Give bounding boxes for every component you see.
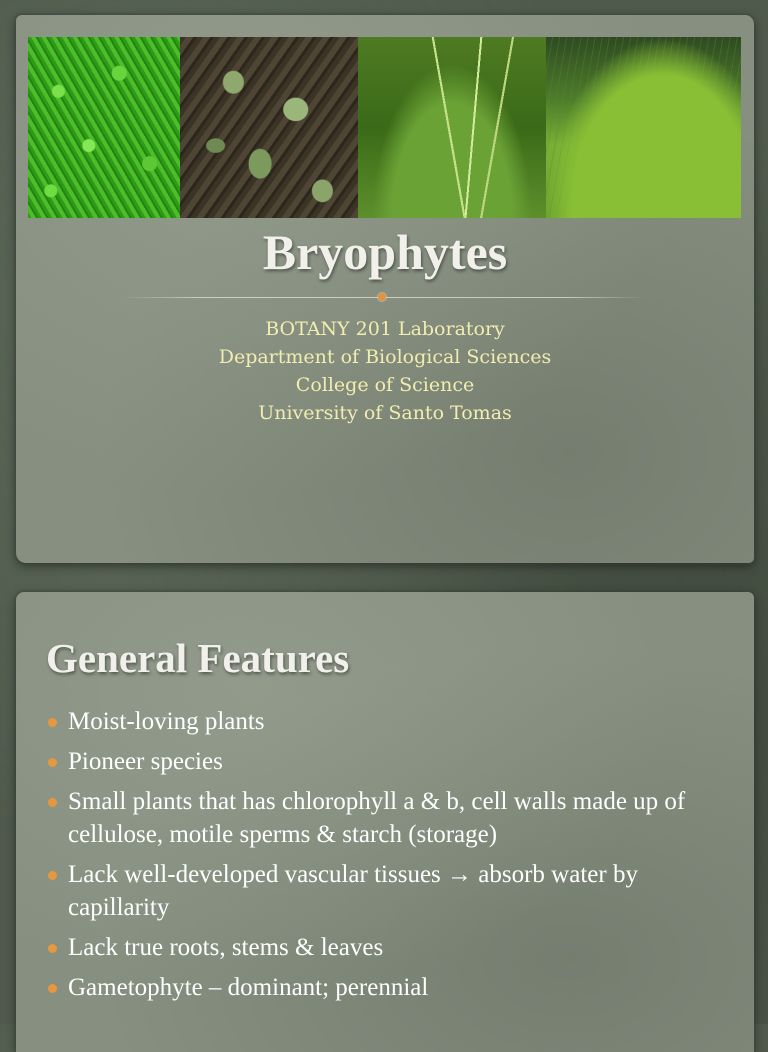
bullet-text: Pioneer species [68,748,223,775]
bullet-text: Moist-loving plants [68,708,265,735]
bullet-list [46,705,736,1011]
slide-title: Bryophytes [262,224,508,280]
bullet-item [46,705,736,738]
subtitle-line: Department of Biological Sciences [218,346,552,368]
subtitle-line: University of Santo Tomas [258,402,512,424]
title-slide [16,15,754,563]
bullet-item [46,745,736,778]
bullet-text: Small plants that has chlorophyll a & b, cell walls made up of cellulose, motile sperms & starch (storage) [68,788,686,848]
divider-dot-icon [378,293,386,301]
bullet-text: Lack well-developed vascular tissues → absorb water by capillarity [68,861,638,921]
liverwort-photo [180,37,358,218]
subtitle-line: College of Science [295,374,475,396]
bullet-item [46,858,736,924]
moss-mound-photo [546,37,741,218]
moss-photo-banner [28,37,741,218]
bullet-item [46,971,736,1004]
slide-heading: General Features [46,635,350,681]
bullet-icon [48,718,57,727]
subtitle-block [16,315,754,427]
bullet-text: Lack true roots, stems & leaves [68,934,384,961]
bullet-item [46,931,736,964]
bullet-item [46,785,736,851]
bullet-icon [48,871,57,880]
moss-photo-1 [28,37,180,218]
bullet-icon [48,758,57,767]
bullet-icon [48,944,57,953]
general-features-slide [16,592,754,1052]
moss-sporophyte-photo [358,37,546,218]
subtitle-line: BOTANY 201 Laboratory [265,318,505,340]
bullet-icon [48,984,57,993]
bullet-text: Gametophyte – dominant; perennial [68,974,429,1001]
bullet-icon [48,798,57,807]
